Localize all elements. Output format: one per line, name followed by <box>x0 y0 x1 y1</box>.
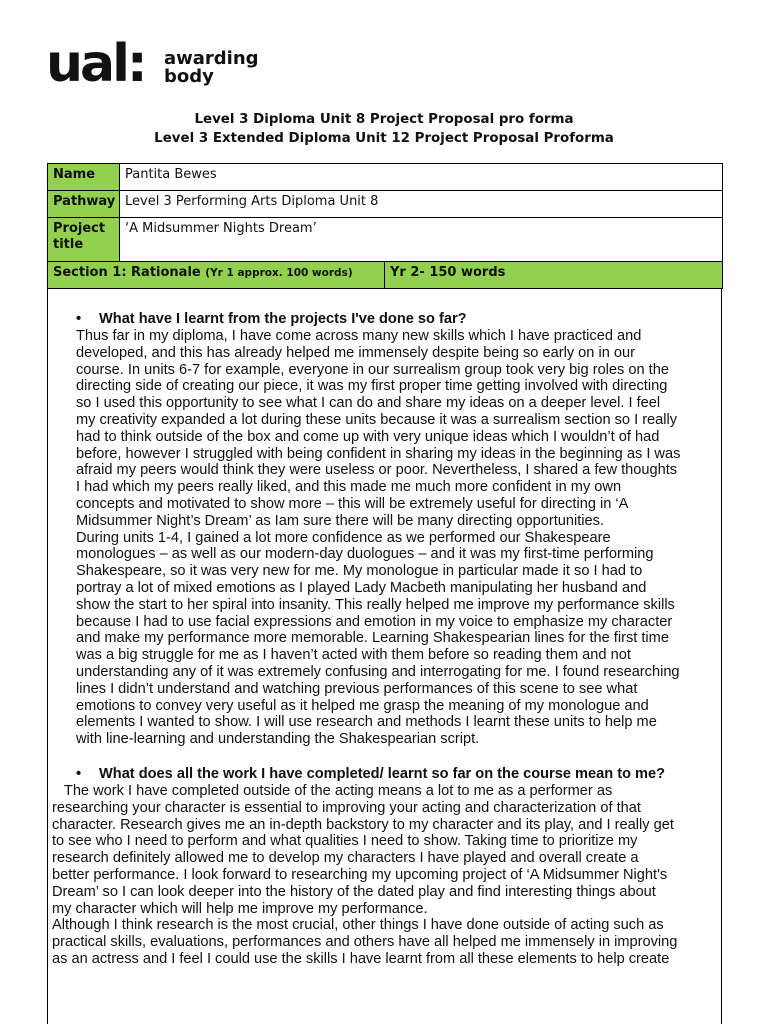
section-title-cell <box>48 262 385 289</box>
section-title: Section 1: Rationale <box>53 265 201 280</box>
bullet-icon: • <box>76 766 82 782</box>
answer-line: research definitely allowed me to develop my characters I have played and overall create a <box>52 850 639 867</box>
answer-line: my creativity expanded a lot during these units because it was a surrealism section so I really <box>76 411 678 428</box>
answer-line: The work I have completed outside of the acting means a lot to me as a performer as <box>52 783 613 799</box>
section-note: (Yr 1 approx. 100 words) <box>205 267 353 279</box>
pathway-row <box>48 191 723 218</box>
pathway-label: Pathway <box>48 191 120 218</box>
logo-line-1: awarding <box>164 48 259 69</box>
answer-line: lines I didn’t understand and watching previous performances of this scene to see what <box>76 680 638 697</box>
answer-line: to see who I need to perform and what qualities I need to show. Taking time to prioritize my <box>52 833 638 850</box>
name-label: Name <box>48 164 120 191</box>
answer-line: better performance. I look forward to researching my upcoming project of ‘A Midsummer Night's <box>52 866 668 883</box>
answer-line: and make my performance more memorable. Learning Shakespearian lines for the first time <box>76 630 669 647</box>
answer-line: practical skills, evaluations, performances and others have all helped me immensely in improving <box>52 934 678 951</box>
answer-line: Shakespeare, so it was very new for me. My monologue in particular made it so I had to <box>76 563 643 580</box>
title-line-1: Level 3 Diploma Unit 8 Project Proposal pro forma <box>194 112 574 127</box>
answer-line: concepts and motivated to show more – this will be extremely useful for directing in ‘A <box>76 495 629 512</box>
project-title-row <box>48 218 723 262</box>
answer-line: as an actress and I feel I could use the skills I have learnt from all these elements to help create <box>52 950 670 967</box>
pathway-value: Level 3 Performing Arts Diploma Unit 8 <box>120 191 723 218</box>
proposal-header-table <box>47 163 723 289</box>
question-2 <box>76 766 665 783</box>
name-value: Pantita Bewes <box>120 164 723 191</box>
answer-1 <box>76 328 680 748</box>
answer-line: During units 1-4, I gained a lot more confidence as we performed our Shakespeare <box>76 529 611 546</box>
answer-line: elements I wanted to show. I will use research and methods I learnt these units to help me <box>76 714 657 731</box>
answer-line: emotions to convey very useful as it helped me grasp the meaning of my monologue and <box>76 697 649 714</box>
project-title-value: ‘A Midsummer Nights Dream’ <box>120 218 723 262</box>
logo-mark: ual: <box>46 34 145 94</box>
answer-line: understanding any of it was extremely confusing and interrogating for me. I found researching <box>76 663 680 680</box>
answer-line: had to think outside of the box and come up with very unique ideas which I wouldn’t of had <box>76 428 660 445</box>
title-line-2: Level 3 Extended Diploma Unit 12 Project Proposal Proforma <box>154 131 614 146</box>
rationale-content <box>47 289 722 1024</box>
question-1 <box>76 311 467 328</box>
answer-line: portray a lot of mixed emotions as I played Lady Macbeth manipulating her husband and <box>76 579 647 596</box>
logo-wordmark <box>164 50 284 86</box>
answer-line: with line-learning and understanding the Shakespearian script. <box>76 731 480 748</box>
answer-line: developed, and this has already helped me immensely despite being so early on in our <box>76 344 635 361</box>
answer-2 <box>52 783 677 968</box>
logo-line-2: body <box>164 66 214 87</box>
answer-line: afraid my peers would think they were useless or poor. Nevertheless, I shared a few thoughts <box>76 462 678 479</box>
bullet-icon: • <box>76 311 82 327</box>
section-yr2: Yr 2- 150 words <box>385 262 723 289</box>
answer-line: Midsummer Night’s Dream’ as Iam sure there will be many directing opportunities. <box>76 512 605 529</box>
answer-line: was a big struggle for me as I haven’t acted with them before so reading them and not <box>76 647 631 664</box>
answer-line: show the start to her spiral into insanity. This really helped me improve my performance skills <box>76 596 675 613</box>
answer-line: directing side of creating our piece, it was my first proper time getting involved with directing <box>76 378 668 395</box>
answer-line: Dream’ so I can look deeper into the history of the dated play and find interesting things about <box>52 883 656 900</box>
answer-line: my character which will help me improve my performance. <box>52 900 428 917</box>
answer-line: Thus far in my diploma, I have come across many new skills which I have practiced and <box>76 328 642 344</box>
answer-line: so I used this opportunity to see what I can do and share my ideas on a deeper level. I feel <box>76 395 661 412</box>
answer-line: researching your character is essential to improving your acting and characterization of that <box>52 799 641 816</box>
answer-line: because I had to use facial expressions and emotion in my voice to emphasize my character <box>76 613 673 630</box>
answer-line: Although I think research is the most crucial, other things I have done outside of acting such as <box>52 917 664 934</box>
project-title-label: Project title <box>48 218 120 262</box>
answer-line: before, however I struggled with being confident in sharing my ideas in the beginning as I was <box>76 445 681 462</box>
answer-line: monologues – as well as our modern-day duologues – and it was my first-time performing <box>76 546 654 563</box>
question-1-text: What have I learnt from the projects I've done so far? <box>99 311 467 327</box>
answer-line: I had which my peers really liked, and this made me much more confident in my own <box>76 479 622 496</box>
answer-line: course. In units 6-7 for example, everyone in our surrealism group took very big roles on the <box>76 361 669 378</box>
document-titles <box>0 110 768 148</box>
question-2-text: What does all the work I have completed/ learnt so far on the course mean to me? <box>99 766 666 782</box>
section-header-row <box>48 262 723 289</box>
answer-line: character. Research gives me an in-depth backstory to my character and its play, and I really get <box>52 816 674 833</box>
name-row <box>48 164 723 191</box>
